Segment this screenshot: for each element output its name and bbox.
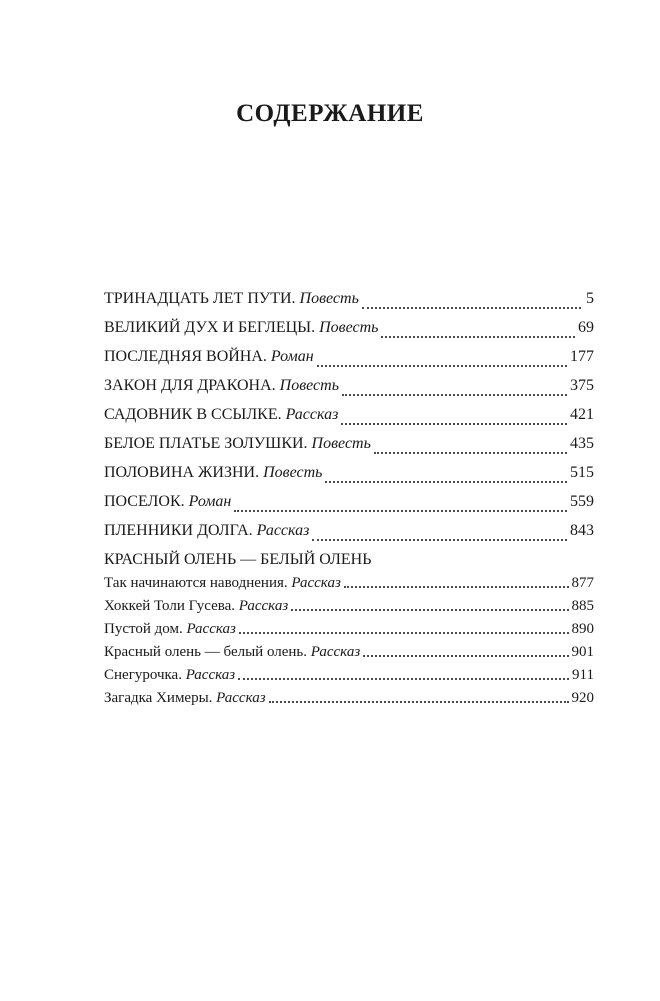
toc-section-title: КРАСНЫЙ ОЛЕНЬ — БЕЛЫЙ ОЛЕНЬ bbox=[104, 551, 372, 568]
dot-leader bbox=[342, 394, 567, 396]
toc-entry-genre: Роман bbox=[188, 493, 232, 510]
dot-leader bbox=[239, 632, 569, 634]
toc-subentry-title: Так начинаются наводнения. bbox=[104, 575, 288, 591]
toc-entry-title: ЗАКОН ДЛЯ ДРАКОНА. bbox=[104, 377, 276, 394]
toc-entry-page: 69 bbox=[578, 319, 594, 336]
toc-entry[interactable] bbox=[104, 522, 594, 551]
toc-entry-genre: Рассказ bbox=[256, 522, 310, 539]
toc-subentry-genre: Рассказ bbox=[238, 598, 289, 614]
toc-subentry-title: Снегурочка. bbox=[104, 667, 182, 683]
toc-entry-page: 375 bbox=[570, 377, 594, 394]
toc-subentry-page: 901 bbox=[571, 644, 594, 660]
toc-entry[interactable] bbox=[104, 319, 594, 348]
dot-leader bbox=[238, 678, 569, 680]
toc-entry-title: ПОСЕЛОК. bbox=[104, 493, 185, 510]
table-of-contents bbox=[104, 290, 594, 713]
toc-entry-page: 435 bbox=[570, 435, 594, 452]
toc-subentry-page: 890 bbox=[571, 621, 594, 637]
toc-entry[interactable] bbox=[104, 290, 594, 319]
toc-subentry-genre: Рассказ bbox=[186, 621, 236, 637]
dot-leader bbox=[362, 307, 581, 309]
toc-subentry[interactable] bbox=[104, 667, 594, 690]
toc-entry-genre: Повесть bbox=[299, 290, 359, 307]
toc-entry-title: БЕЛОЕ ПЛАТЬЕ ЗОЛУШКИ. bbox=[104, 435, 308, 452]
toc-entry-genre: Повесть bbox=[319, 319, 379, 336]
toc-entry-page: 559 bbox=[570, 493, 594, 510]
toc-entry[interactable] bbox=[104, 406, 594, 435]
toc-entry-genre: Роман bbox=[270, 348, 314, 365]
dot-leader bbox=[381, 336, 575, 338]
page-title: СОДЕРЖАНИЕ bbox=[236, 100, 424, 127]
toc-subentry-page: 885 bbox=[571, 598, 594, 614]
toc-entry-genre: Рассказ bbox=[285, 406, 339, 423]
dot-leader bbox=[363, 655, 568, 657]
dot-leader bbox=[344, 586, 569, 588]
toc-entry[interactable] bbox=[104, 493, 594, 522]
dot-leader bbox=[291, 609, 568, 611]
toc-entry-title: ПОСЛЕДНЯЯ ВОЙНА. bbox=[104, 348, 267, 365]
toc-entry-title: ПОЛОВИНА ЖИЗНИ. bbox=[104, 464, 260, 481]
toc-entry-title: САДОВНИК В ССЫЛКЕ. bbox=[104, 406, 282, 423]
dot-leader bbox=[341, 423, 567, 425]
toc-subentry-genre: Рассказ bbox=[185, 667, 236, 683]
toc-entry-genre: Повесть bbox=[311, 435, 371, 452]
toc-subentry-page: 877 bbox=[571, 575, 594, 591]
toc-entry-page: 515 bbox=[570, 464, 594, 481]
dot-leader bbox=[269, 701, 569, 703]
dot-leader bbox=[317, 365, 567, 367]
toc-subentry-page: 920 bbox=[571, 690, 594, 706]
toc-subentry[interactable] bbox=[104, 598, 594, 621]
toc-entry-page: 177 bbox=[570, 348, 594, 365]
toc-entry[interactable] bbox=[104, 377, 594, 406]
toc-entry[interactable] bbox=[104, 464, 594, 493]
toc-subentry[interactable] bbox=[104, 690, 594, 713]
toc-section-heading bbox=[104, 551, 594, 575]
toc-entry-title: ТРИНАДЦАТЬ ЛЕТ ПУТИ. bbox=[104, 290, 296, 307]
dot-leader bbox=[325, 481, 567, 483]
toc-entry-genre: Повесть bbox=[279, 377, 339, 394]
toc-entry-genre: Повесть bbox=[263, 464, 323, 481]
toc-subentry-genre: Рассказ bbox=[291, 575, 341, 591]
toc-entry[interactable] bbox=[104, 348, 594, 377]
toc-subentry-genre: Рассказ bbox=[216, 690, 266, 706]
toc-subentry-page: 911 bbox=[572, 667, 594, 683]
toc-subentry-title: Загадка Химеры. bbox=[104, 690, 213, 706]
dot-leader bbox=[312, 539, 567, 541]
toc-subentry-genre: Рассказ bbox=[310, 644, 361, 660]
toc-subentry[interactable] bbox=[104, 644, 594, 667]
toc-subentry-title: Пустой дом. bbox=[104, 621, 183, 637]
toc-entry-title: ПЛЕННИКИ ДОЛГА. bbox=[104, 522, 253, 539]
toc-entry-title: ВЕЛИКИЙ ДУХ И БЕГЛЕЦЫ. bbox=[104, 319, 316, 336]
toc-entry[interactable] bbox=[104, 435, 594, 464]
dot-leader bbox=[234, 510, 567, 512]
toc-entry-page: 843 bbox=[570, 522, 594, 539]
dot-leader bbox=[374, 452, 567, 454]
toc-subentry[interactable] bbox=[104, 575, 594, 598]
toc-entry-page: 421 bbox=[570, 406, 594, 423]
toc-subentry[interactable] bbox=[104, 621, 594, 644]
toc-subentry-title: Красный олень — белый олень. bbox=[104, 644, 308, 660]
toc-entry-page: 5 bbox=[586, 290, 594, 307]
toc-subentry-title: Хоккей Толи Гусева. bbox=[104, 598, 236, 614]
